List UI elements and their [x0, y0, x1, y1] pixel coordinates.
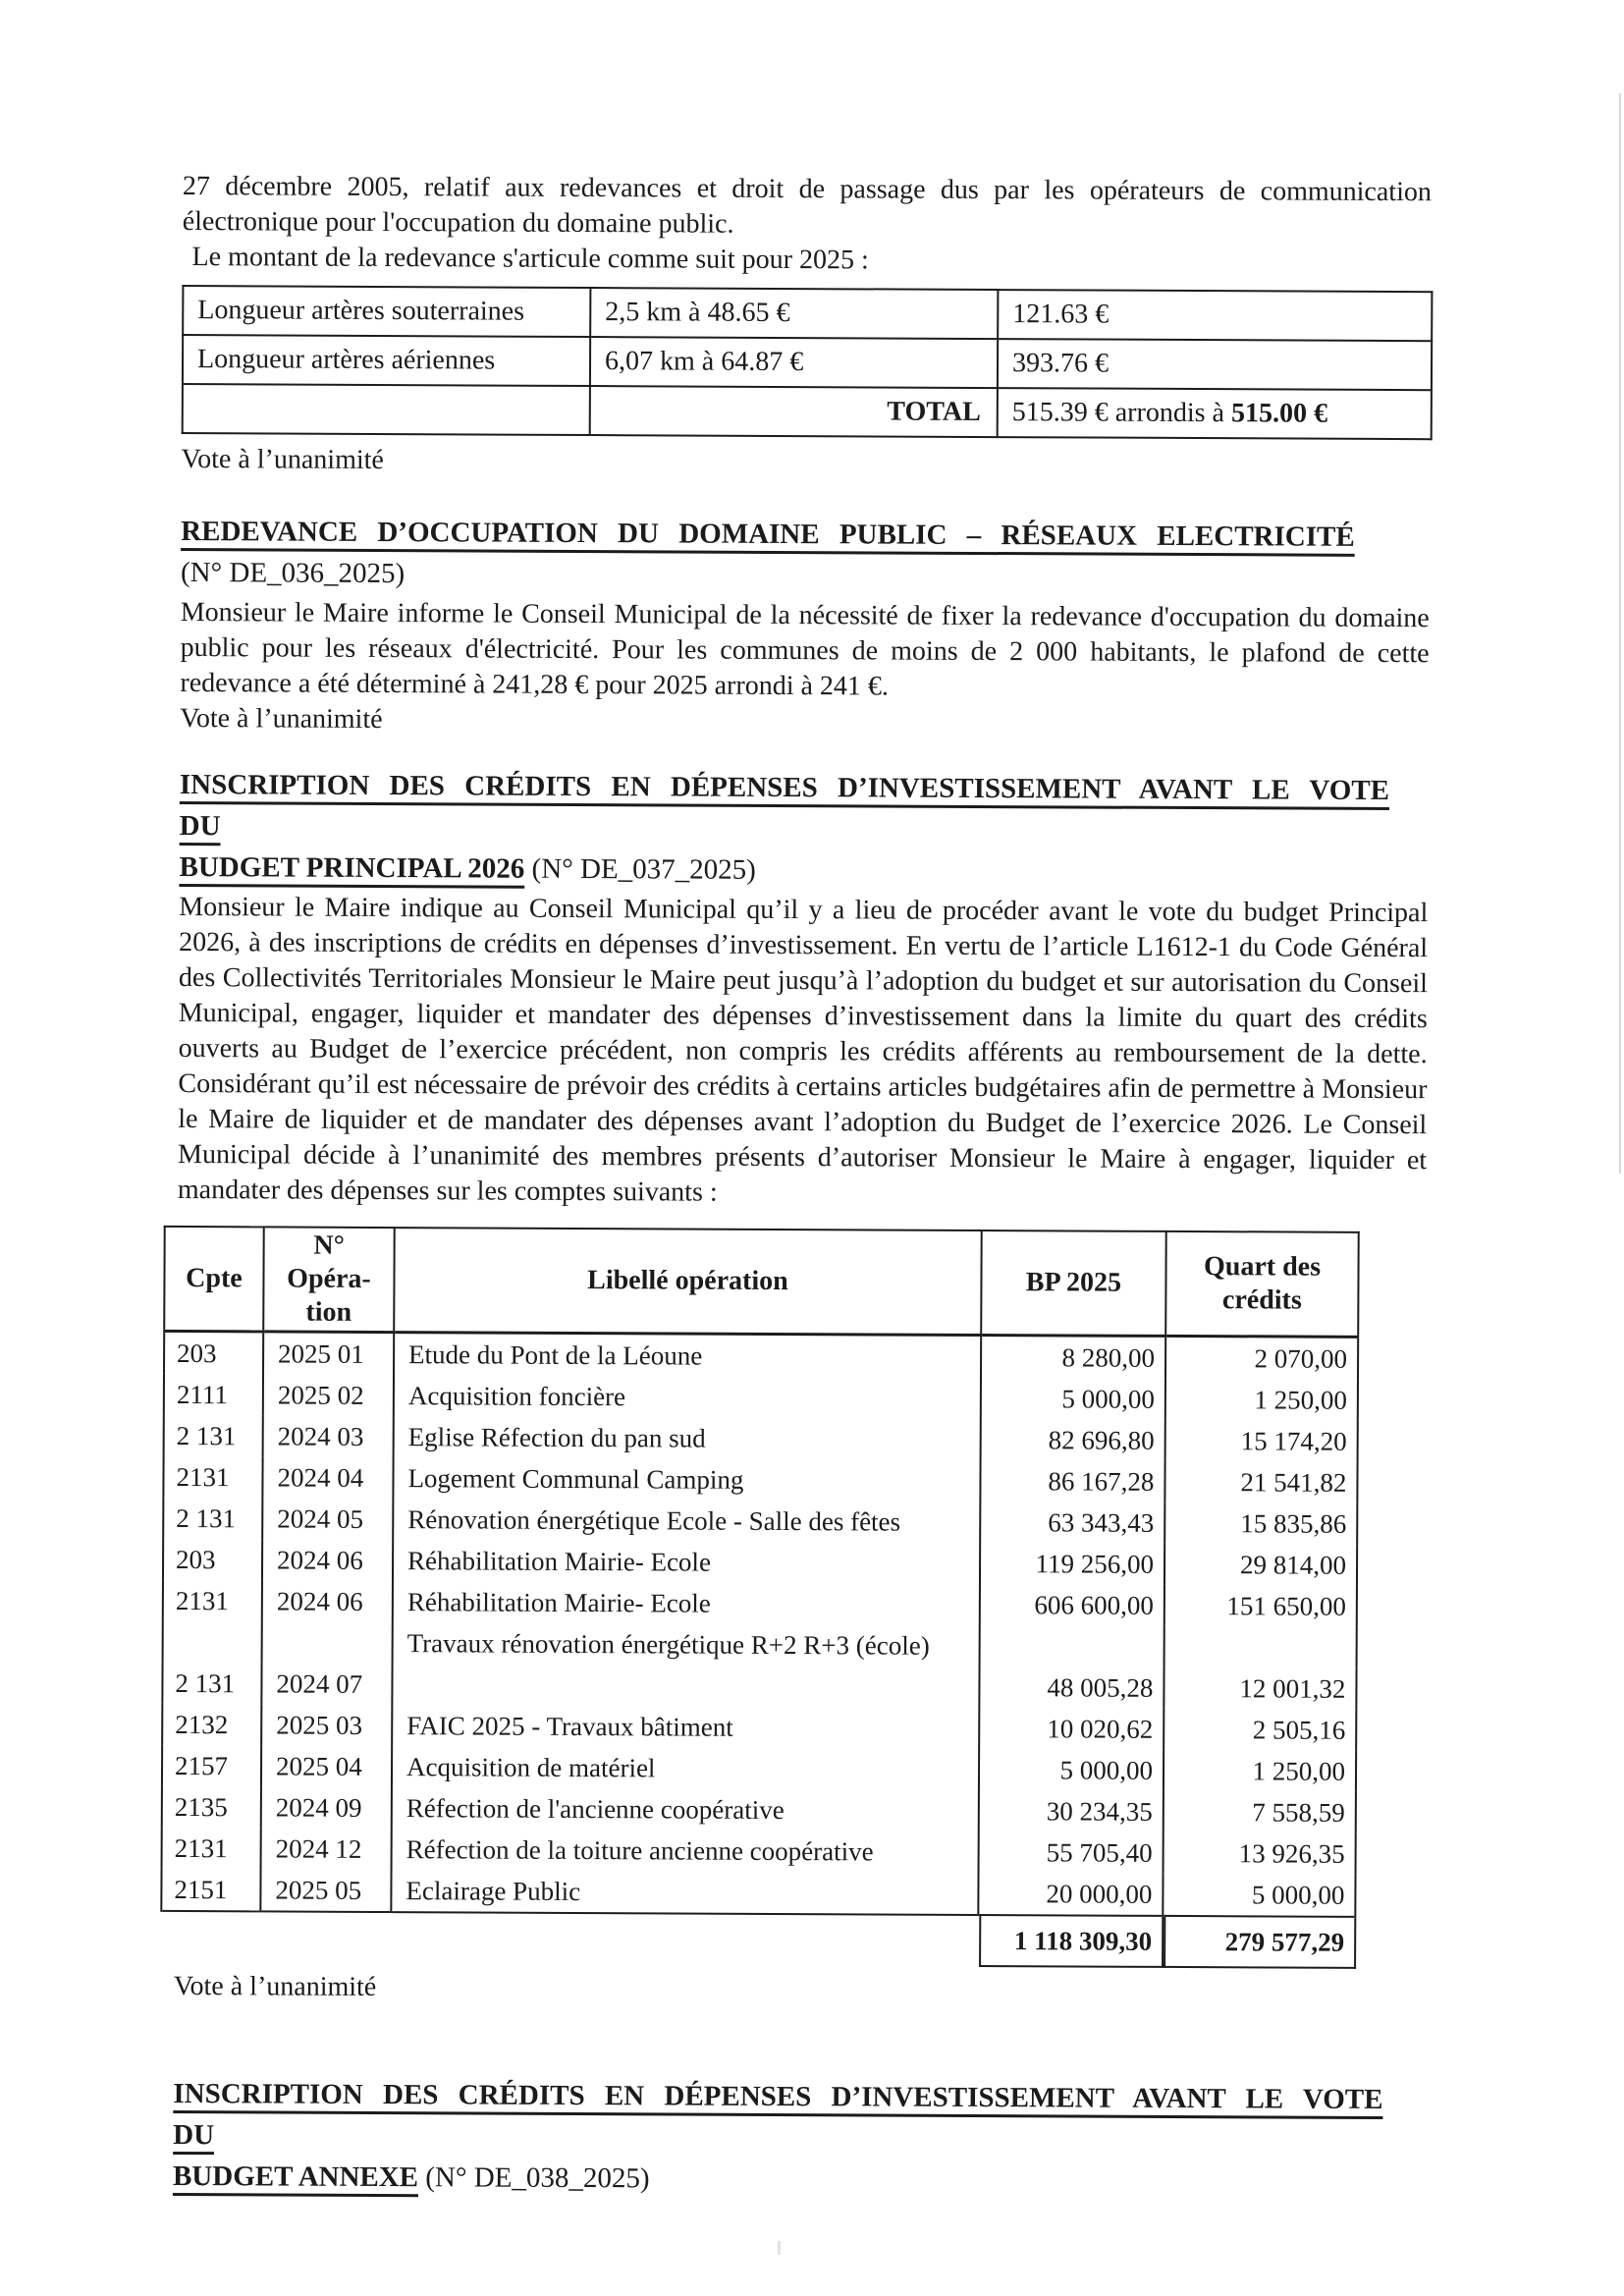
credits-header-libelle: Libellé opération — [394, 1228, 982, 1335]
credits-cell-operation: 2024 06 — [262, 1539, 393, 1581]
credits-cell-bp: 20 000,00 — [978, 1873, 1163, 1916]
credits-cell-quart — [1164, 1626, 1357, 1668]
section-title-budget-annexe-line1: INSCRIPTION DES CRÉDITS EN DÉPENSES D’INVESTISSEMENT AVANT LE VOTE DU — [173, 2077, 1383, 2152]
redevance-row-amount: 393.76 € — [998, 339, 1432, 390]
credits-cell-operation: 2025 05 — [260, 1869, 391, 1912]
credits-table-row — [163, 1498, 1357, 1545]
credits-table-row — [162, 1786, 1356, 1833]
credits-cell-operation: 2024 07 — [261, 1663, 392, 1705]
redevance-row-calc: 2,5 km à 48.65 € — [590, 288, 998, 339]
section-title-budget-principal-line2: BUDGET PRINCIPAL 2026 — [179, 850, 525, 885]
redevance-total-amount — [998, 388, 1432, 439]
credits-cell-bp: 5 000,00 — [979, 1749, 1164, 1791]
credits-cell-cpte: 2131 — [163, 1456, 262, 1498]
credits-cell-quart: 5 000,00 — [1163, 1874, 1355, 1917]
credits-table-row — [162, 1745, 1356, 1792]
credits-cell-operation — [262, 1621, 393, 1664]
credits-cell-quart: 15 835,86 — [1164, 1503, 1357, 1545]
credits-cell-quart: 21 541,82 — [1164, 1461, 1357, 1503]
credits-header-row — [164, 1227, 1359, 1337]
credits-total-quart: 279 577,29 — [1164, 1917, 1356, 1969]
credits-table-row — [162, 1828, 1356, 1875]
section-ref-electricite: (N° DE_036_2025) — [180, 556, 406, 590]
credits-cell-libelle: FAIC 2025 - Travaux bâtiment — [392, 1705, 979, 1749]
credits-cell-bp: 606 600,00 — [980, 1584, 1164, 1626]
redevance-row-calc: 6,07 km à 64.87 € — [590, 337, 998, 388]
credits-totals-row — [979, 1916, 1423, 1969]
intro-paragraph: 27 décembre 2005, relatif aux redevances et droit de passage dus par les opérateurs de communication électronique pour l'occupation du domaine public. — [182, 170, 1432, 240]
credits-cell-libelle: Réhabilitation Mairie- Ecole — [393, 1581, 980, 1625]
credits-header-quart: Quart des crédits — [1165, 1231, 1359, 1337]
credits-cell-cpte: 203 — [163, 1539, 262, 1580]
redevance-row-label: Longueur artères souterraines — [183, 286, 590, 337]
credits-cell-bp: 30 234,35 — [979, 1790, 1164, 1832]
credits-cell-cpte: 203 — [164, 1331, 263, 1374]
credits-cell-quart: 7 558,59 — [1164, 1791, 1356, 1833]
credits-cell-cpte: 2151 — [161, 1869, 260, 1911]
credits-cell-quart: 15 174,20 — [1165, 1420, 1358, 1462]
credits-cell-quart: 1 250,00 — [1165, 1379, 1358, 1421]
credits-table-head — [164, 1227, 1359, 1337]
credits-cell-bp: 55 705,40 — [979, 1831, 1164, 1874]
credits-cell-bp: 119 256,00 — [980, 1543, 1164, 1585]
redevance-total-amount-prefix: 515.39 € arrondis à — [1011, 397, 1232, 429]
credits-cell-cpte: 2 131 — [163, 1498, 262, 1539]
credits-table-row — [161, 1869, 1355, 1917]
credits-cell-cpte — [163, 1621, 262, 1663]
credits-cell-bp: 86 167,28 — [980, 1460, 1164, 1503]
section-body-electricite: Monsieur le Maire informe le Conseil Municipal de la nécessité de fixer la redevance d'occupation du domaine public pour les réseaux d'électricité. Pour les communes de moins de 2 000 habitants, le plafond de cette redevance a été déterminé à 241,28 € pour 2025 arrondi à 241 €. — [180, 596, 1430, 702]
credits-table-body — [161, 1331, 1358, 1916]
credits-cell-libelle: Acquisition de matériel — [392, 1746, 979, 1790]
credits-cell-cpte: 2131 — [163, 1580, 262, 1621]
vote-line-budget-principal: Vote à l’unanimité — [173, 1970, 377, 2002]
credits-table-row — [163, 1621, 1357, 1668]
credits-cell-bp: 82 696,80 — [981, 1419, 1165, 1461]
credits-table-row — [164, 1374, 1358, 1421]
credits-cell-libelle: Réhabilitation Mairie- Ecole — [393, 1540, 980, 1584]
credits-cell-quart: 2 070,00 — [1165, 1336, 1358, 1379]
credits-table-row — [162, 1704, 1356, 1751]
credits-table-row — [163, 1539, 1357, 1586]
credits-cell-libelle: Travaux rénovation énergétique R+2 R+3 (école) — [393, 1622, 980, 1667]
credits-cell-operation: 2025 01 — [263, 1332, 394, 1375]
credits-total-bp: 1 118 309,30 — [979, 1916, 1164, 1968]
credits-header-operation: N° Opéra- tion — [263, 1227, 395, 1332]
scan-edge-artifact — [1619, 93, 1621, 1174]
credits-cell-operation: 2024 03 — [263, 1415, 394, 1457]
credits-header-bp: BP 2025 — [981, 1230, 1166, 1336]
section-title-budget-principal-line1: INSCRIPTION DES CRÉDITS EN DÉPENSES D’INVESTISSEMENT AVANT LE VOTE DU — [179, 768, 1390, 843]
redevance-row-amount: 121.63 € — [998, 290, 1432, 341]
credits-cell-operation: 2024 04 — [262, 1456, 393, 1499]
credits-cell-operation: 2025 04 — [261, 1745, 392, 1787]
credits-cell-cpte: 2135 — [162, 1786, 261, 1828]
credits-cell-quart: 151 650,00 — [1164, 1585, 1357, 1627]
redevance-total-empty-cell — [183, 384, 590, 435]
credits-cell-libelle — [392, 1664, 979, 1708]
credits-table-row — [162, 1663, 1356, 1710]
credits-cell-libelle: Réfection de la toiture ancienne coopérative — [392, 1829, 979, 1873]
section-heading-budget-annexe — [173, 2073, 1423, 2203]
section-body-budget-principal: Monsieur le Maire indique au Conseil Municipal qu’il y a lieu de procéder avant le vote du budget Principal 2026, à des inscriptions de crédits en dépenses d’investissement. En vertu de l’article L1612-1 du Code Général des Collectivités Territoriales Monsieur le Maire peut jusqu’à l’adoption du budget et sur autorisation du Conseil Municipal, engager, liquider et mandater des dépenses d’investissement dans la limite du quart des crédits ouverts au Budget de l’exercice précédent, non compris les crédits afférents au remboursement de la dette. Considérant qu’il est nécessaire de prévoir des crédits à certains articles budgétaires afin de permettre à Monsieur le Maire de liquider et de mandater des dépenses avant l’adoption du Budget de l’exercice 2026. Le Conseil Municipal décide à l’unanimité des membres présents d’autoriser Monsieur le Maire à engager, liquider et mandater des dépenses sur les comptes suivants : — [177, 891, 1429, 1208]
credits-cell-cpte: 2111 — [164, 1374, 263, 1415]
vote-line-redevance-telecom: Vote à l’unanimité — [181, 443, 384, 476]
credits-cell-libelle: Eglise Réfection du pan sud — [394, 1416, 981, 1460]
redevance-table-footer — [183, 384, 1432, 439]
redevance-amount-line: Le montant de la redevance s'articule comme suit pour 2025 : — [191, 242, 869, 276]
credits-cell-libelle: Rénovation énergétique Ecole - Salle des fêtes — [393, 1499, 980, 1543]
credits-cell-libelle: Acquisition foncière — [394, 1375, 981, 1419]
credits-cell-cpte: 2 131 — [164, 1415, 263, 1456]
credits-cell-bp: 5 000,00 — [981, 1378, 1165, 1420]
credits-cell-cpte: 2 131 — [162, 1663, 261, 1704]
section-ref-budget-principal: (N° DE_037_2025) — [531, 852, 756, 886]
section-title-budget-annexe-line2: BUDGET ANNEXE — [172, 2159, 419, 2194]
redevance-table-row — [183, 335, 1432, 390]
redevance-table-body — [183, 286, 1432, 390]
scan-bottom-mark-artifact — [778, 2241, 781, 2255]
credits-cell-quart: 13 926,35 — [1164, 1832, 1356, 1875]
credits-table-row — [164, 1415, 1358, 1462]
credits-cell-bp: 10 020,62 — [979, 1708, 1164, 1750]
credits-cell-quart: 12 001,32 — [1164, 1667, 1356, 1710]
credits-cell-operation: 2024 06 — [262, 1580, 393, 1622]
redevance-total-label: TOTAL — [590, 386, 998, 437]
credits-cell-operation: 2024 12 — [261, 1828, 392, 1870]
credits-cell-quart: 1 250,00 — [1164, 1750, 1356, 1792]
redevance-table-row — [183, 286, 1432, 341]
credits-cell-bp — [980, 1625, 1164, 1667]
credits-cell-cpte: 2157 — [162, 1745, 261, 1786]
redevance-total-amount-bold: 515.00 € — [1230, 398, 1328, 429]
credits-cell-bp: 48 005,28 — [979, 1667, 1164, 1709]
section-ref-budget-annexe: (N° DE_038_2025) — [425, 2161, 650, 2195]
credits-cell-operation: 2025 03 — [261, 1704, 392, 1746]
page-content — [173, 169, 1432, 2203]
credits-cell-bp: 63 343,43 — [980, 1502, 1164, 1544]
section-title-electricite: REDEVANCE D’OCCUPATION DU DOMAINE PUBLIC – RÉSEAUX ELECTRICITÉ — [181, 515, 1355, 553]
credits-header-cpte: Cpte — [164, 1227, 264, 1332]
credits-table-row — [163, 1580, 1357, 1627]
credits-table-row — [163, 1456, 1357, 1503]
credits-cell-operation: 2024 09 — [261, 1786, 392, 1829]
redevance-row-label: Longueur artères aériennes — [183, 335, 590, 386]
credits-table-row — [164, 1331, 1358, 1379]
credits-cell-libelle: Eclairage Public — [391, 1870, 978, 1915]
credits-cell-quart: 2 505,16 — [1164, 1709, 1356, 1751]
credits-cell-operation: 2024 05 — [262, 1498, 393, 1540]
credits-table — [160, 1226, 1359, 1918]
credits-cell-libelle: Réfection de l'ancienne coopérative — [392, 1787, 979, 1831]
credits-cell-libelle: Etude du Pont de la Léoune — [394, 1333, 981, 1378]
credits-cell-libelle: Logement Communal Camping — [393, 1457, 980, 1502]
credits-cell-operation: 2025 02 — [263, 1374, 394, 1416]
credits-cell-quart: 29 814,00 — [1164, 1544, 1357, 1586]
credits-cell-bp: 8 280,00 — [981, 1335, 1165, 1378]
vote-line-electricite: Vote à l’unanimité — [180, 702, 383, 736]
credits-cell-cpte: 2132 — [162, 1704, 261, 1745]
redevance-table — [182, 285, 1434, 440]
section-heading-budget-principal — [179, 764, 1429, 894]
credits-cell-cpte: 2131 — [162, 1828, 261, 1869]
redevance-total-row — [183, 384, 1432, 439]
section-heading-electricite — [181, 511, 1430, 599]
